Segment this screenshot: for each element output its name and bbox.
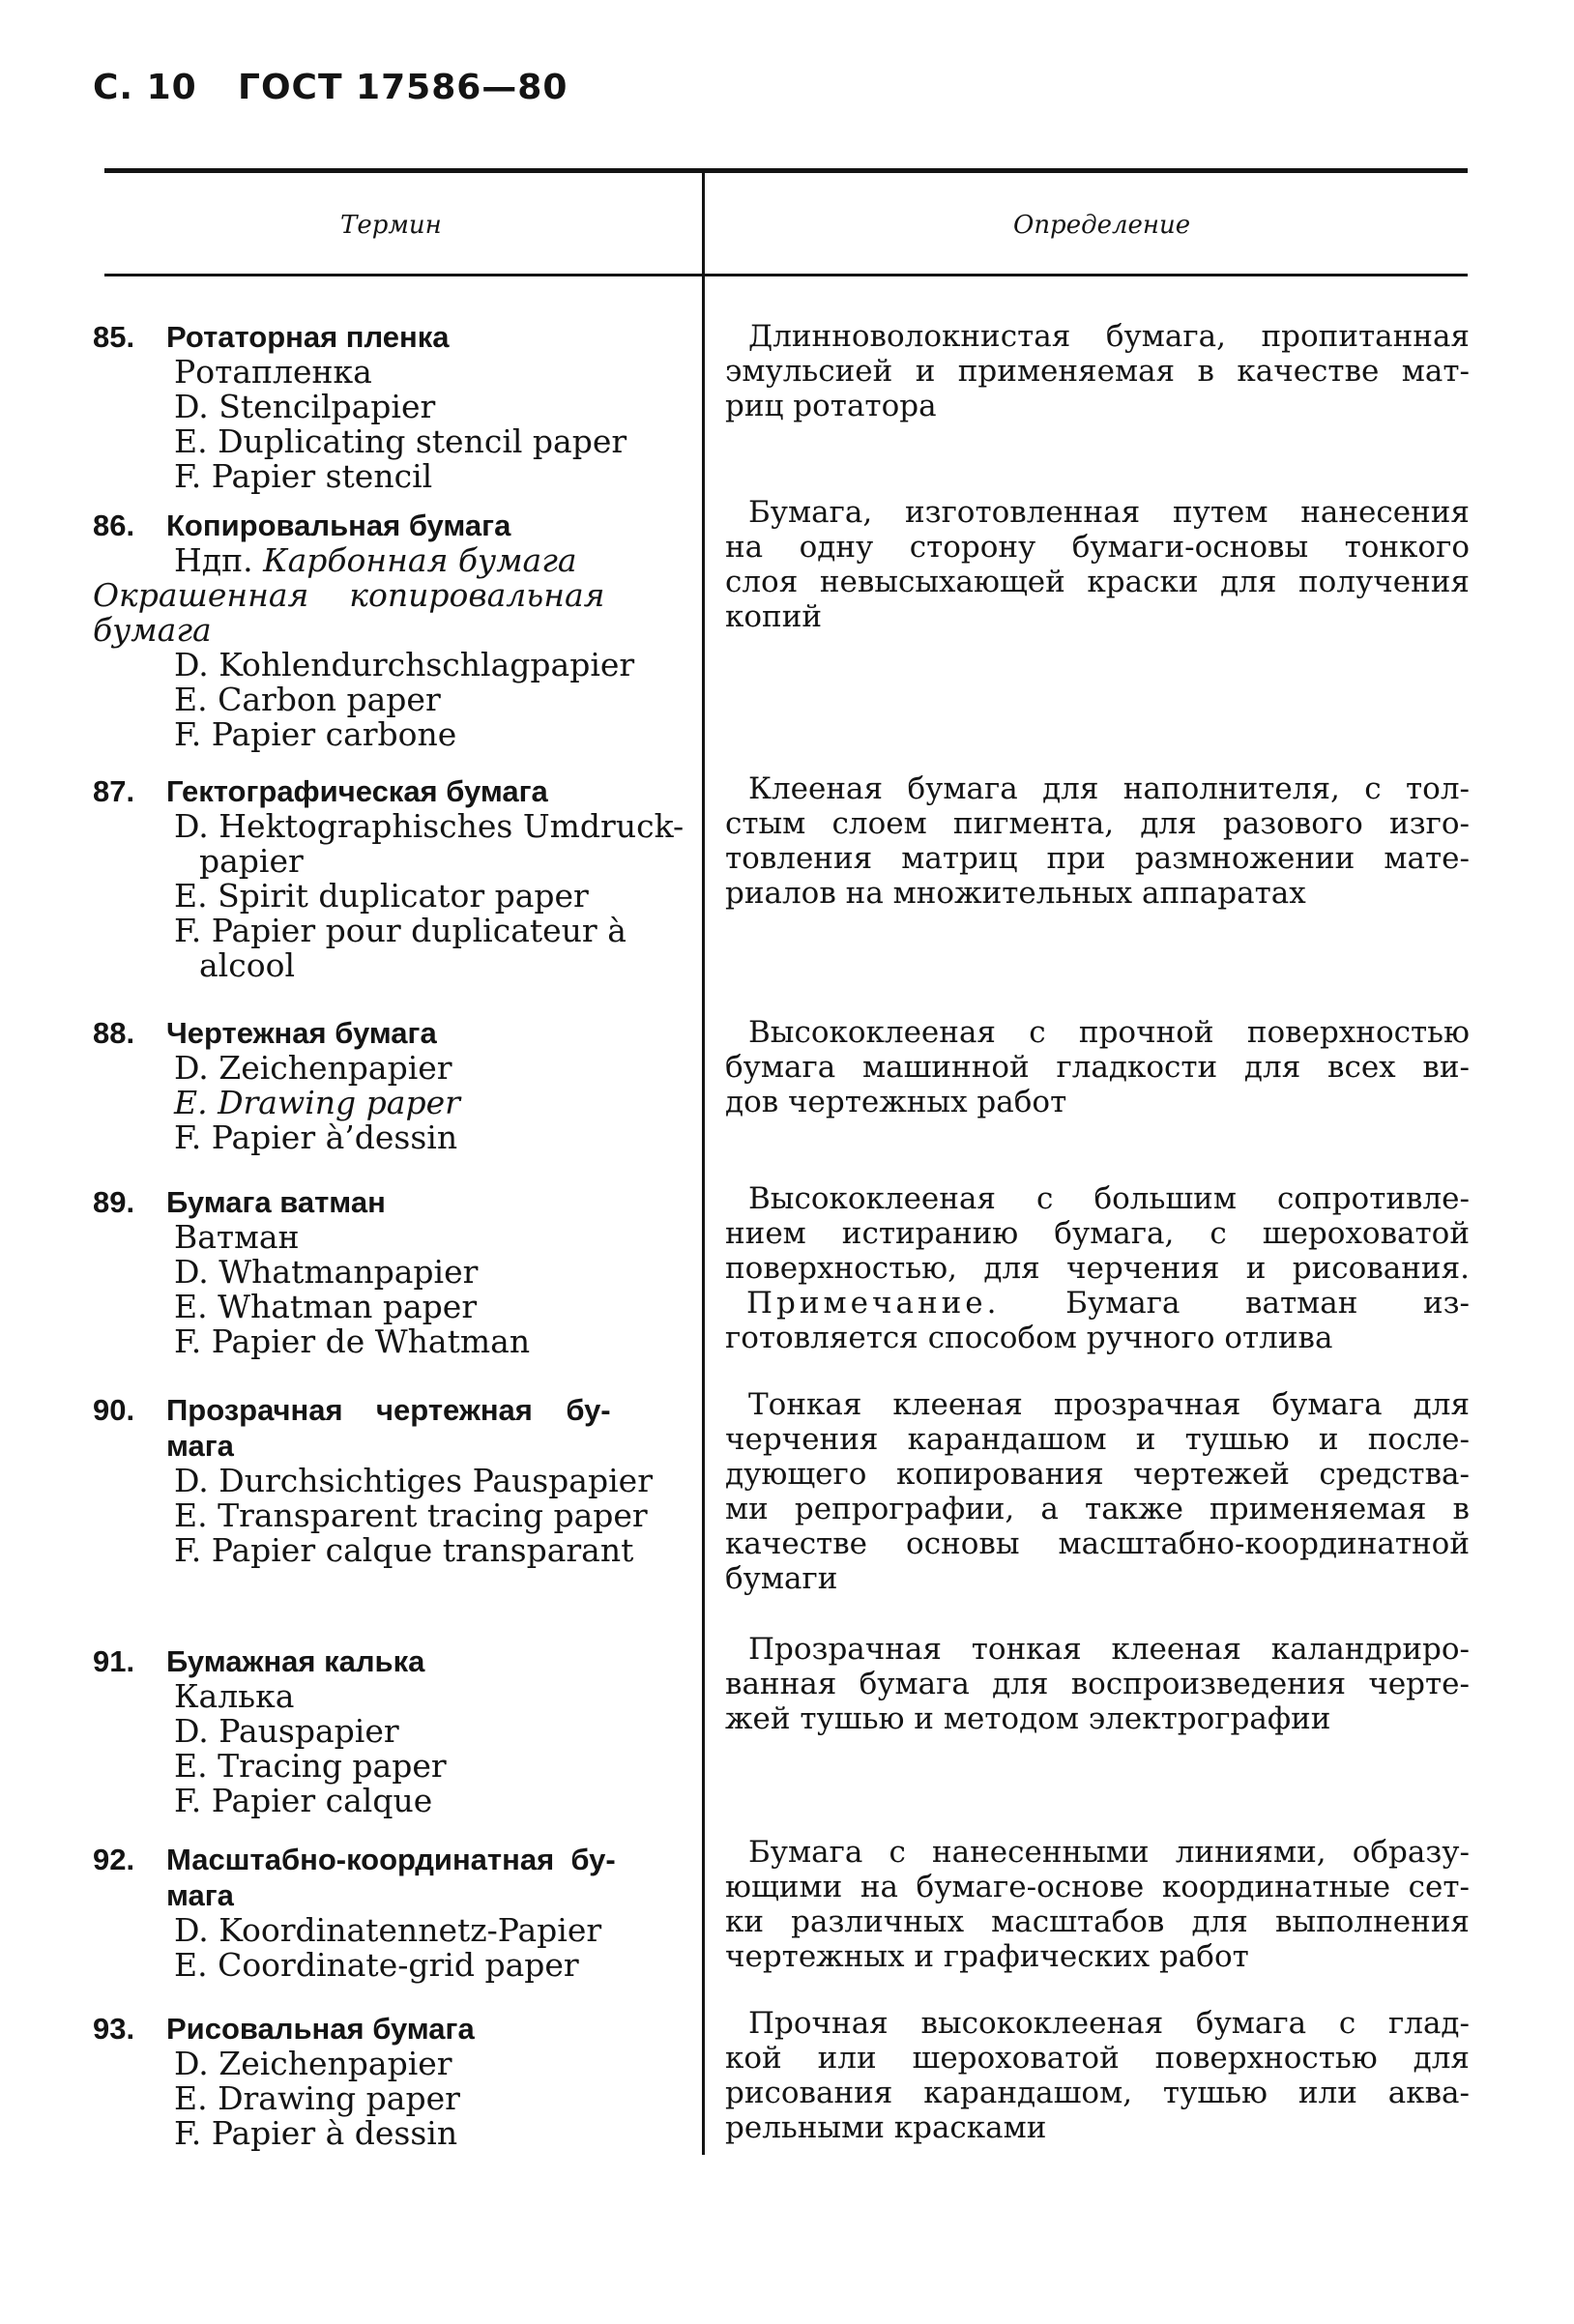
term-title: мага xyxy=(166,1878,234,1912)
term-synonym-line: D. Stencilpapier xyxy=(174,388,436,425)
definition-line: на одну сторону бумаги-основы тонкого xyxy=(725,530,1470,565)
term-synonym-line: E. Duplicating stencil paper xyxy=(174,422,627,460)
definition-line: поверхностью, для черчения и рисования. xyxy=(725,1251,1470,1286)
term-definition xyxy=(725,2006,1470,2145)
definition-line: стым слоем пигмента, для разового изго- xyxy=(725,806,1470,841)
definition-line: ванная бумага для воспроизведения черте- xyxy=(725,1667,1470,1701)
term-synonym-line: D. Pauspapier xyxy=(174,1712,399,1750)
term-definition xyxy=(725,1181,1470,1355)
term-definition xyxy=(725,1387,1470,1596)
term-synonym-line: F. Papier calque xyxy=(174,1782,433,1819)
term-entry xyxy=(93,508,673,752)
definition-line: Клееная бумага для наполнителя, с тол- xyxy=(748,771,1470,806)
term-entry xyxy=(93,1184,673,1359)
term-synonym-line: E. Tracing paper xyxy=(174,1747,447,1785)
definition-line: Прозрачная тонкая клееная каландриро- xyxy=(748,1632,1470,1667)
definition-line: Примечание. Бумага ватман из- xyxy=(746,1286,1470,1321)
definition-line: копий xyxy=(725,599,823,634)
definition-line: бумага машинной гладкости для всех ви- xyxy=(725,1050,1470,1085)
term-synonym-line: E. Coordinate-grid paper xyxy=(174,1946,579,1984)
term-synonym-line: papier xyxy=(199,842,304,880)
definition-line: рельными красками xyxy=(725,2110,1047,2145)
definition-line: эмульсией и применяемая в качестве мат- xyxy=(725,354,1470,389)
page-header xyxy=(93,68,568,107)
term-title: Копировальная бумага xyxy=(166,508,511,542)
definition-line: риц ротатора xyxy=(725,389,937,423)
term-number: 92. xyxy=(93,1843,135,1876)
term-synonym-line: F. Papier à dessin xyxy=(174,2114,458,2152)
term-definition xyxy=(725,1835,1470,1974)
term-title: Чертежная бумага xyxy=(166,1016,437,1050)
definition-line: качестве основы масштабно-координатной xyxy=(725,1526,1470,1561)
definition-line: черчения карандашом и тушью и после- xyxy=(725,1422,1470,1457)
definition-line: дующего копирования чертежей средства- xyxy=(725,1457,1470,1492)
standard-title: ГОСТ 17586—80 xyxy=(238,68,568,107)
term-title: мага xyxy=(166,1429,234,1463)
term-synonym-line: F. Papier pour duplicateur à xyxy=(174,912,627,949)
column-divider xyxy=(702,168,705,2155)
term-number: 87. xyxy=(93,774,135,808)
term-synonym-line: Ндп. Карбонная бумага xyxy=(174,541,577,579)
column-header-term: Термин xyxy=(340,211,442,240)
table-header-rule xyxy=(104,274,1468,276)
definition-line: жей тушью и методом электрографии xyxy=(725,1701,1331,1736)
term-synonym-line: Ротапленка xyxy=(174,353,372,391)
term-definition xyxy=(725,495,1470,634)
term-entry xyxy=(93,1015,673,1155)
definition-line: ки различных масштабов для выполнения xyxy=(725,1904,1470,1939)
term-synonym-line: E. Carbon paper xyxy=(174,681,441,718)
term-synonym-line: D. Zeichenpapier xyxy=(174,2045,452,2082)
definition-line: Высококлееная с прочной поверхностью xyxy=(748,1015,1470,1050)
term-synonym-line: D. Zeichenpapier xyxy=(174,1049,452,1087)
definition-line: нием истиранию бумага, с шероховатой xyxy=(725,1216,1470,1251)
term-number: 91. xyxy=(93,1644,135,1678)
term-synonym-line: Калька xyxy=(174,1677,295,1715)
term-synonym-line: alcool xyxy=(199,946,295,984)
definition-line: Бумага с нанесенными линиями, образу- xyxy=(748,1835,1470,1870)
definition-line: Длинноволокнистая бумага, пропитанная xyxy=(748,319,1470,354)
definition-line: чертежных и графических работ xyxy=(725,1939,1249,1974)
term-synonym-line: E. Drawing paper xyxy=(174,2079,460,2117)
term-synonym-line: D. Koordinatennetz-Papier xyxy=(174,1911,602,1949)
term-title: Рисовальная бумага xyxy=(166,2012,475,2046)
term-synonym-line: F. Papier calque transparant xyxy=(174,1531,634,1569)
term-synonym-line: E. Drawing paper xyxy=(174,1084,460,1121)
term-synonym-line: E. Whatman paper xyxy=(174,1288,478,1325)
term-entry xyxy=(93,1392,673,1568)
term-title: Бумажная калька xyxy=(166,1644,425,1678)
column-header-definition: Определение xyxy=(1013,211,1191,240)
term-synonym-line: E. Spirit duplicator paper xyxy=(174,877,589,915)
page-number: С. 10 xyxy=(93,68,197,107)
term-entry xyxy=(93,773,685,984)
term-number: 85. xyxy=(93,320,135,354)
term-definition xyxy=(725,1632,1470,1736)
definition-line: Тонкая клееная прозрачная бумага для xyxy=(748,1387,1470,1422)
term-synonym-line: D. Hektographisches Umdruck- xyxy=(174,807,685,845)
term-synonym-line: D. Kohlendurchschlagpapier xyxy=(174,646,635,683)
term-title: Бумага ватман xyxy=(166,1185,386,1219)
term-number: 90. xyxy=(93,1393,135,1427)
term-synonym-line: F. Papier à’dessin xyxy=(174,1118,458,1156)
term-synonym-line: F. Papier stencil xyxy=(174,457,433,495)
term-title: Масштабно-координатная бу- xyxy=(166,1843,616,1876)
definition-line: слоя невысыхающей краски для получения xyxy=(725,565,1470,599)
term-number: 86. xyxy=(93,508,135,542)
term-synonym-line: бумага xyxy=(93,611,212,649)
term-definition xyxy=(725,1015,1470,1119)
term-entry xyxy=(93,2011,673,2151)
term-title: Прозрачная чертежная бу- xyxy=(166,1393,611,1427)
term-synonym-line: D. Durchsichtiges Pauspapier xyxy=(174,1462,653,1499)
definition-line: ющими на бумаге-основе координатные сет- xyxy=(725,1870,1470,1904)
definition-line: ми репрографии, а также применяемая в xyxy=(725,1492,1470,1526)
term-synonym-line: Окрашенная копировальная xyxy=(93,576,605,614)
definition-line: Прочная высококлееная бумага с глад- xyxy=(748,2006,1470,2041)
term-title: Гектографическая бумага xyxy=(166,774,548,808)
term-number: 89. xyxy=(93,1185,135,1219)
definition-line: дов чертежных работ xyxy=(725,1085,1067,1119)
term-synonym-line: F. Papier carbone xyxy=(174,715,457,753)
term-definition xyxy=(725,319,1470,423)
definition-line: готовляется способом ручного отлива xyxy=(725,1321,1333,1355)
term-definition xyxy=(725,771,1470,911)
definition-line: риалов на множительных аппаратах xyxy=(725,876,1306,911)
term-number: 93. xyxy=(93,2012,135,2046)
term-entry xyxy=(93,1842,673,1983)
term-number: 88. xyxy=(93,1016,135,1050)
definition-line: Высококлееная с большим сопротивле- xyxy=(748,1181,1470,1216)
term-entry xyxy=(93,1643,673,1818)
definition-line: товления матриц при размножении мате- xyxy=(725,841,1470,876)
term-synonym-line: E. Transparent tracing paper xyxy=(174,1496,648,1534)
definition-line: бумаги xyxy=(725,1561,838,1596)
definition-line: Бумага, изготовленная путем нанесения xyxy=(748,495,1470,530)
definition-line: кой или шероховатой поверхностью для xyxy=(725,2041,1470,2076)
term-synonym-line: F. Papier de Whatman xyxy=(174,1322,531,1360)
term-title: Ротаторная пленка xyxy=(166,320,450,354)
term-entry xyxy=(93,319,673,494)
term-synonym-line: D. Whatmanpapier xyxy=(174,1253,479,1291)
term-synonym-line: Ватман xyxy=(174,1218,300,1256)
definition-line: рисования карандашом, тушью или аква- xyxy=(725,2076,1470,2110)
table-top-rule xyxy=(104,168,1468,173)
